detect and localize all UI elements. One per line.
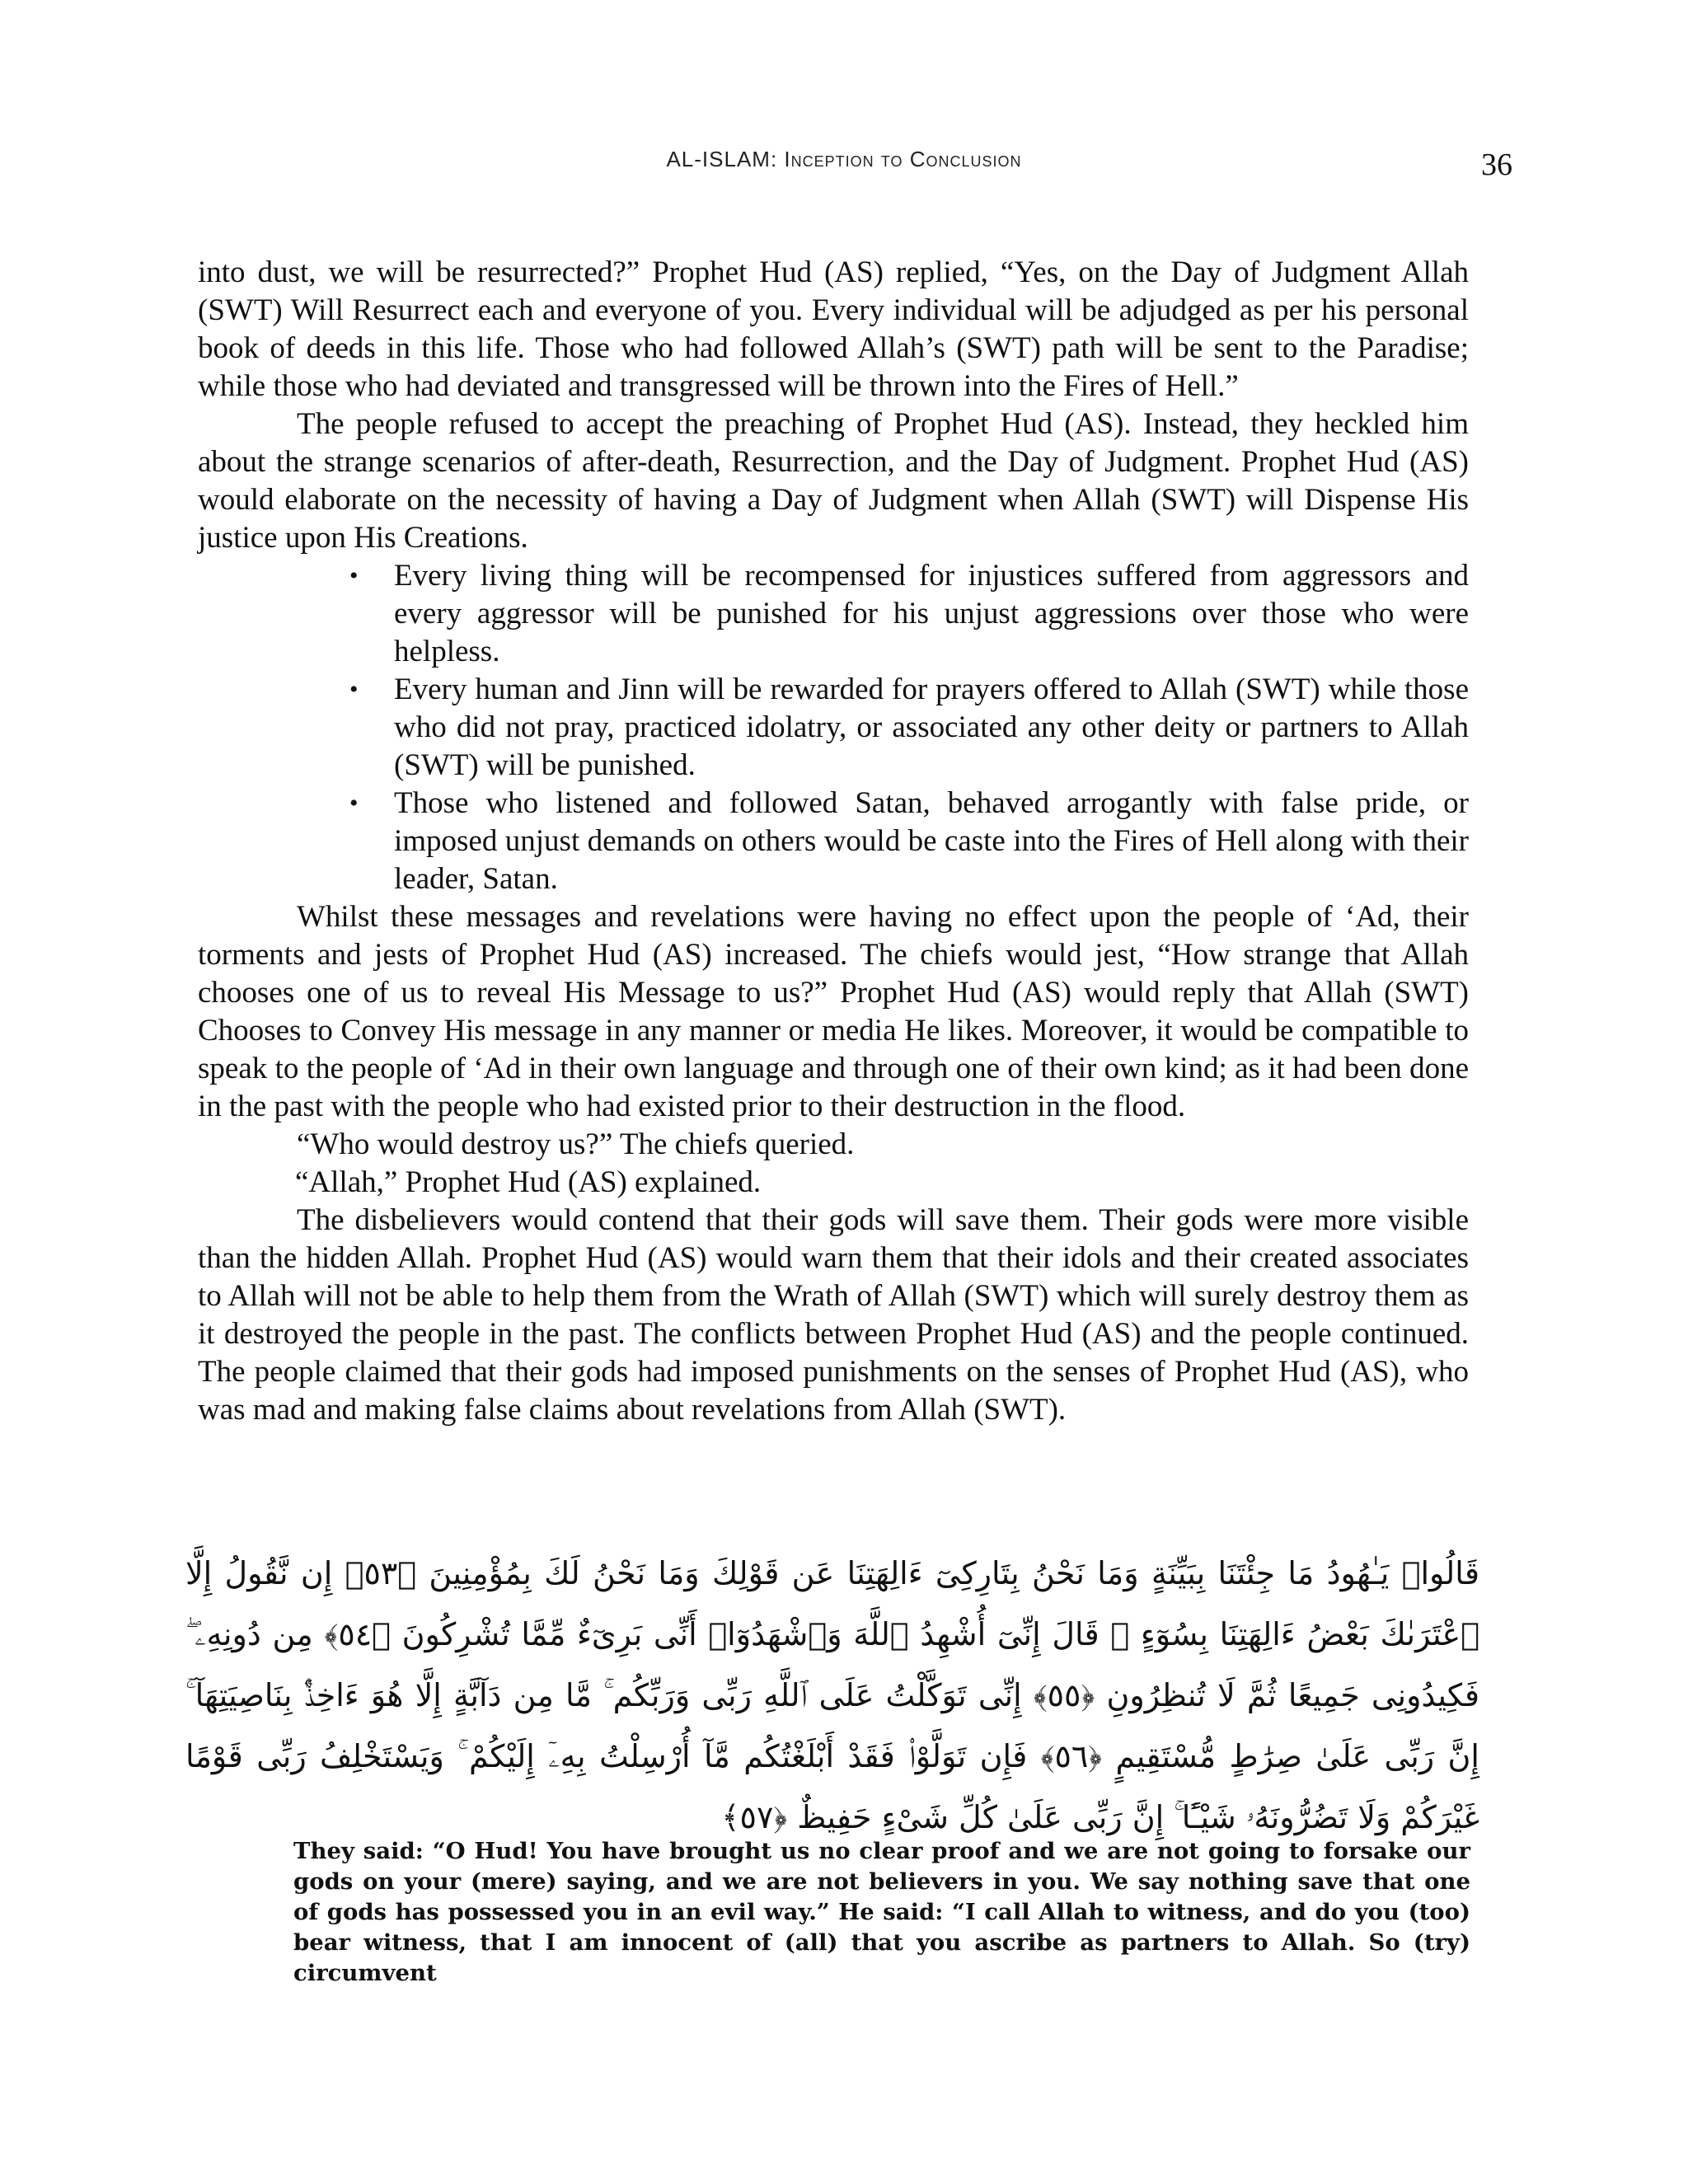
paragraph-5: “Allah,” Prophet Hud (AS) explained. [295, 1165, 762, 1199]
verse-translation: They said: “O Hud! You have brought us no clear proof and we are not going to forsake our gods on your (mere) saying, and we are not believers in you. We say nothing save that one of gods has possessed you in an evil way.” He said: “I call Allah to witness, and do you (too) bear witness, that I am innocent of (all) that you ascribe as partners to Allah. So (try) circumvent [293, 1838, 1470, 1986]
bullet-text: Every human and Jinn will be rewarded for prayers offered to Allah (SWT) while those who did not pray, practiced idolatry, or associated any other deity or partners to Allah (SWT) will be punished. [394, 673, 1469, 782]
paragraph-6: The disbelievers would contend that their gods will save them. Their gods were more visible than the hidden Allah. Prophet Hud (AS) would warn them that their idols and their created associates to Allah will not be able to help them from the Wrath of Allah (SWT) which will surely destroy them as it destroyed the people in the past. The conflicts between Prophet Hud (AS) and the people continued. The people claimed that their gods had imposed punishments on the senses of Prophet Hud (AS), who was mad and making false claims about revelations from Allah (SWT). [198, 1203, 1469, 1427]
bullet-icon: • [349, 676, 359, 703]
bullet-item [349, 785, 1469, 898]
bullet-list [198, 557, 1469, 898]
body-text [198, 254, 1469, 1429]
running-title: AL-ISLAM: Inception to Conclusion [666, 147, 1022, 171]
paragraph-2: The people refused to accept the preaching of Prophet Hud (AS). Instead, they heckled him about the strange scenarios of after-death, Resurrection, and the Day of Judgment. Prophet Hud (AS) would elaborate on the necessity of having a Day of Judgment when Allah (SWT) will Dispense His justice upon His Creations. [198, 407, 1469, 555]
bullet-item [349, 671, 1469, 785]
bullet-text: Those who listened and followed Satan, behaved arrogantly with false pride, or imposed unjust demands on others would be caste into the Fires of Hell along with their leader, Satan. [394, 786, 1469, 896]
bullet-icon: • [349, 790, 359, 817]
arabic-verse: قَالُوا۟ يَـٰهُودُ مَا جِئْتَنَا بِبَيِّنَةٍ وَمَا نَحْنُ بِتَارِكِىٓ ءَالِهَتِنَا عَن قَوْلِكَ وَمَا نَحْنُ لَكَ بِمُؤْمِنِينَ ﴿٥٣﴾ إِن نَّقُولُ إِلَّا ٱعْتَرَىٰكَ بَعْضُ ءَالِهَتِنَا بِسُوٓءٍ ۗ قَالَ إِنِّىٓ أُشْهِدُ ٱللَّهَ وَٱشْهَدُوٓا۟ أَنِّى بَرِىٓءٌ مِّمَّا تُشْرِكُونَ ﴿٥٤﴾ مِن دُونِهِۦ ۖ فَكِيدُونِى جَمِيعًا ثُمَّ لَا تُنظِرُونِ ﴿٥٥﴾ إِنِّى تَوَكَّلْتُ عَلَى ٱللَّهِ رَبِّى وَرَبِّكُم ۚ مَّا مِن دَآبَّةٍ إِلَّا هُوَ ءَاخِذٌۢ بِنَاصِيَتِهَآ ۚ إِنَّ رَبِّى عَلَىٰ صِرَٰطٍ مُّسْتَقِيمٍ ﴿٥٦﴾ فَإِن تَوَلَّوْا۟ فَقَدْ أَبْلَغْتُكُم مَّآ أُرْسِلْتُ بِهِۦٓ إِلَيْكُمْ ۚ وَيَسْتَخْلِفُ رَبِّى قَوْمًا غَيْرَكُمْ وَلَا تَضُرُّونَهُۥ شَيْـًٔا ۚ إِنَّ رَبِّى عَلَىٰ كُلِّ شَىْءٍ حَفِيظٌ ﴿٥٧﴾ [185, 1555, 1480, 1835]
page-number: 36 [1481, 148, 1512, 182]
bullet-text: Every living thing will be recompensed for injustices suffered from aggressors and every aggressor will be punished for his unjust aggressions over those who were helpless. [394, 559, 1469, 668]
paragraph-3: Whilst these messages and revelations were having no effect upon the people of ‘Ad, their torments and jests of Prophet Hud (AS) increased. The chiefs would jest, “How strange that Allah chooses one of us to reveal His Message to us?” Prophet Hud (AS) would reply that Allah (SWT) Chooses to Convey His message in any manner or media He likes. Moreover, it would be compatible to speak to the people of ‘Ad in their own language and through one of their own kind; as it had been done in the past with the people who had existed prior to their destruction in the flood. [198, 900, 1469, 1123]
bullet-icon: • [349, 562, 359, 589]
bullet-item [349, 557, 1469, 671]
paragraph-4: “Who would destroy us?” The chiefs queried. [297, 1127, 855, 1161]
paragraph-1: into dust, we will be resurrected?” Prophet Hud (AS) replied, “Yes, on the Day of Judgment Allah (SWT) Will Resurrect each and everyone of you. Every individual will be adjudged as per his personal book of deeds in this life. Those who had followed Allah’s (SWT) path will be sent to the Paradise; while those who had deviated and transgressed will be thrown into the Fires of Hell.” [198, 255, 1469, 403]
